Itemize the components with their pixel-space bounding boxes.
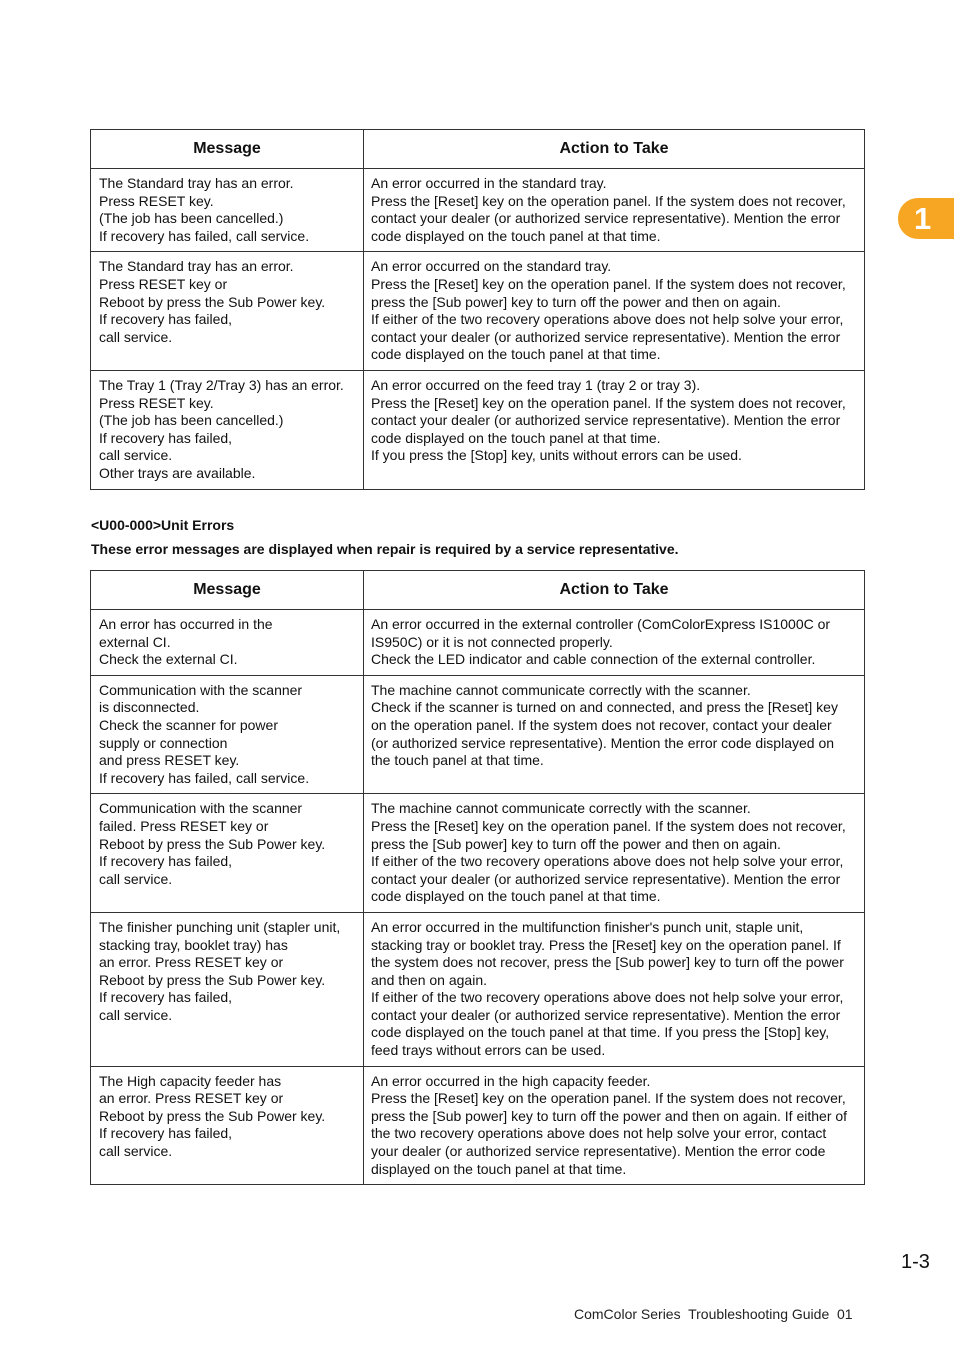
message-cell [91,794,364,913]
cell-line: displayed on the touch panel at that time. [371,1160,627,1177]
cell-line: The Standard tray has an error. [99,175,294,191]
cell-line: code displayed on the touch panel at that time. [371,346,661,363]
cell-line: call service. [99,328,173,345]
chapter-tab [898,198,954,239]
cell-line: feed trays without errors can be used. [371,1042,606,1059]
table-row [91,169,865,252]
cell-line: an error. Press RESET key or [99,954,284,971]
cell-line: An error occurred in the external controller (ComColorExpress IS1000C or [371,616,831,632]
cell-line: and then on again. [371,971,487,988]
cell-line: Press RESET key or [99,275,228,292]
table-row [91,1066,865,1185]
cell-line: Reboot by press the Sub Power key. [99,1107,326,1124]
table-row [91,794,865,913]
cell-line: Communication with the scanner [99,800,303,817]
cell-line: (The job has been cancelled.) [99,412,284,429]
message-cell [91,912,364,1066]
cell-line: If recovery has failed, [99,853,233,870]
cell-line: Communication with the scanner [99,681,303,698]
cell-line: If recovery has failed, [99,311,233,328]
cell-line: contact your dealer (or authorized service representative). Mention the error [371,1006,841,1023]
action-cell [364,794,865,913]
cell-line: is disconnected. [99,699,200,716]
cell-line: Reboot by press the Sub Power key. [99,835,326,852]
cell-line: Press the [Reset] key on the operation panel. If the system does not recover, [371,817,846,834]
message-cell [91,370,364,489]
cell-line: the touch panel at that time. [371,752,544,769]
cell-line: contact your dealer (or authorized service representative). Mention the error [371,210,841,227]
cell-line: an error. Press RESET key or [99,1090,284,1107]
section-description: These error messages are displayed when repair is required by a service representative. [91,541,679,557]
message-cell [91,610,364,676]
cell-line: your dealer (or authorized service representative). Mention the error code [371,1143,826,1160]
table-row [91,675,865,794]
cell-line: stacking tray, booklet tray) has [99,936,288,953]
column-header-action: Action to Take [364,571,865,610]
cell-line: call service. [99,447,173,464]
cell-line: and press RESET key. [99,752,240,769]
cell-line: An error occurred on the standard tray. [371,258,612,275]
cell-line: press the [Sub power] key to turn off the power and then on again. [371,835,781,852]
cell-line: press the [Sub power] key to turn off the power and then on again. If either of [371,1107,848,1124]
action-cell [364,912,865,1066]
cell-line: Press RESET key. [99,394,214,411]
table-row [91,370,865,489]
cell-line: call service. [99,870,173,887]
action-cell [364,610,865,676]
cell-line: Press RESET key. [99,192,214,209]
cell-line: The machine cannot communicate correctly with the scanner. [371,800,751,817]
cell-line: contact your dealer (or authorized service representative). Mention the error [371,412,841,429]
message-cell [91,1066,364,1185]
error-table-1 [90,129,865,490]
cell-line: press the [Sub power] key to turn off the power and then on again. [371,293,781,310]
column-header-message: Message [91,571,364,610]
cell-line: If recovery has failed, call service. [99,769,310,786]
cell-line: An error occurred in the standard tray. [371,175,607,191]
cell-line: If either of the two recovery operations above does not help solve your error, [371,853,844,870]
cell-line: If recovery has failed, [99,989,233,1006]
cell-line: An error occurred in the multifunction finisher's punch unit, staple unit, [371,918,804,935]
cell-line: code displayed on the touch panel at that time. [371,888,661,905]
section-title: <U00-000>Unit Errors [91,517,235,533]
cell-line: Other trays are available. [99,464,256,481]
cell-line: the two recovery operations above does not help solve your error, contact [371,1125,827,1142]
column-header-action: Action to Take [364,130,865,169]
chapter-tab-number: 1 [914,201,932,236]
cell-line: The Standard tray has an error. [99,258,294,275]
message-cell [91,675,364,794]
cell-line: contact your dealer (or authorized service representative). Mention the error [371,870,841,887]
cell-line: contact your dealer (or authorized service representative). Mention the error [371,328,841,345]
cell-line: IS950C) or it is not connected properly. [371,633,613,650]
cell-line: The Tray 1 (Tray 2/Tray 3) has an error. [99,376,344,393]
cell-line: An error occurred on the feed tray 1 (tray 2 or tray 3). [371,376,701,393]
cell-line: code displayed on the touch panel at that time. [371,227,661,244]
action-cell [364,370,865,489]
cell-line: Press the [Reset] key on the operation panel. If the system does not recover, [371,1090,846,1107]
cell-line: An error occurred in the high capacity feeder. [371,1072,651,1089]
table-row [91,252,865,371]
cell-line: Press the [Reset] key on the operation panel. If the system does not recover, [371,192,846,209]
action-cell [364,1066,865,1185]
cell-line: Press the [Reset] key on the operation panel. If the system does not recover, [371,394,846,411]
cell-line: Reboot by press the Sub Power key. [99,971,326,988]
cell-line: If recovery has failed, [99,429,233,446]
page-number: 1-3 [901,1251,930,1273]
cell-line: Check if the scanner is turned on and connected, and press the [Reset] key [371,699,838,716]
cell-line: Reboot by press the Sub Power key. [99,293,326,310]
message-cell [91,169,364,252]
cell-line: failed. Press RESET key or [99,817,269,834]
cell-line: on the operation panel. If the system does not recover, contact your dealer [371,716,832,733]
cell-line: external CI. [99,633,171,650]
cell-line: Press the [Reset] key on the operation panel. If the system does not recover, [371,275,846,292]
error-table-2 [90,570,865,1185]
cell-line: (The job has been cancelled.) [99,210,284,227]
cell-line: call service. [99,1143,173,1160]
cell-line: If recovery has failed, call service. [99,227,310,244]
cell-line: The High capacity feeder has [99,1072,282,1089]
column-header-message: Message [91,130,364,169]
footer-text: ComColor Series Troubleshooting Guide 01 [574,1306,853,1322]
cell-line: Check the scanner for power [99,716,278,733]
cell-line: An error has occurred in the [99,616,273,632]
cell-line: code displayed on the touch panel at that time. If you press the [Stop] key, [371,1024,830,1041]
cell-line: Check the LED indicator and cable connection of the external controller. [371,651,816,668]
action-cell [364,169,865,252]
cell-line: the system does not recover, press the [Sub power] key to turn off the power [371,954,844,971]
cell-line: If recovery has failed, [99,1125,233,1142]
cell-line: If either of the two recovery operations above does not help solve your error, [371,311,844,328]
action-cell [364,675,865,794]
cell-line: call service. [99,1006,173,1023]
action-cell [364,252,865,371]
cell-line: supply or connection [99,734,228,751]
table-row [91,610,865,676]
cell-line: The machine cannot communicate correctly with the scanner. [371,681,751,698]
table-row [91,912,865,1066]
cell-line: If you press the [Stop] key, units without errors can be used. [371,447,742,464]
cell-line: The finisher punching unit (stapler unit, [99,918,341,935]
cell-line: (or authorized service representative). Mention the error code displayed on [371,734,835,751]
cell-line: code displayed on the touch panel at that time. [371,429,661,446]
cell-line: Check the external CI. [99,651,238,668]
message-cell [91,252,364,371]
cell-line: If either of the two recovery operations above does not help solve your error, [371,989,844,1006]
cell-line: stacking tray or booklet tray. Press the [Reset] key on the operation panel. If [371,936,841,953]
